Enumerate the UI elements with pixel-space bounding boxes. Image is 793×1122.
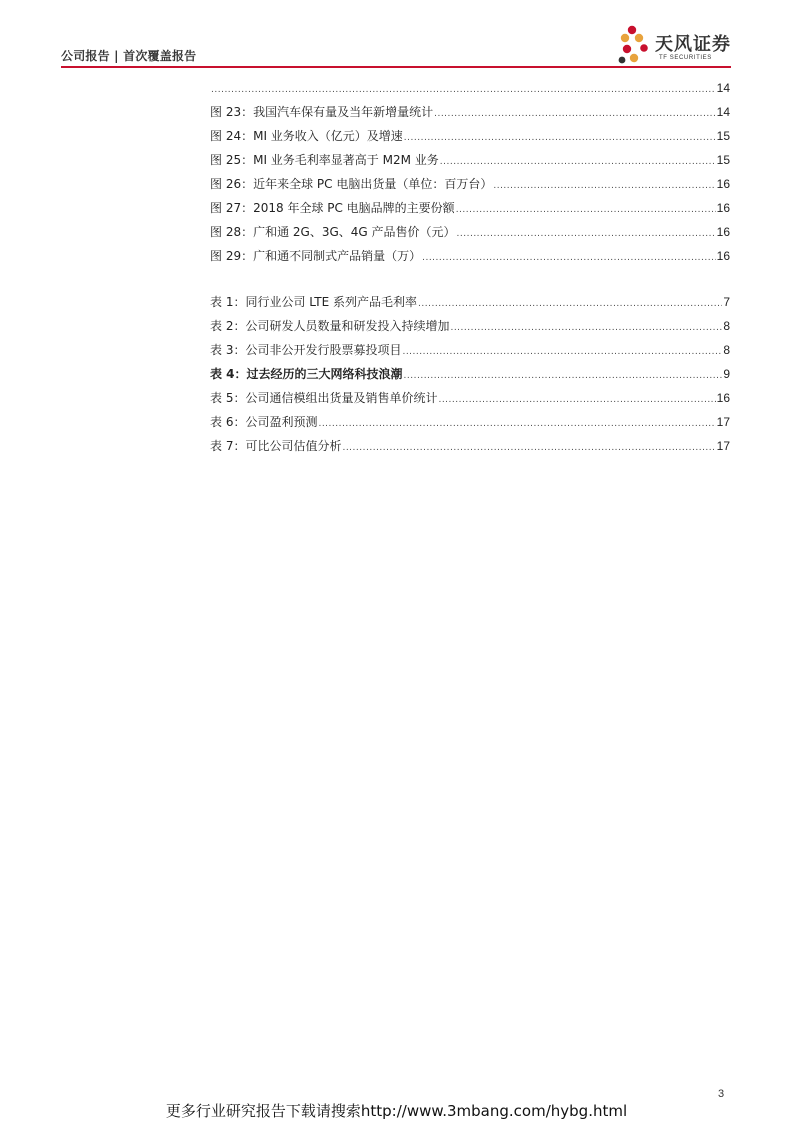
toc-entry-page: 9 <box>723 367 730 381</box>
toc-entry-page: 8 <box>723 319 730 333</box>
toc-entry-label: 表 1：同行业公司 LTE 系列产品毛利率 <box>210 295 418 309</box>
page-number: 3 <box>718 1088 725 1100</box>
toc-leader-dots <box>440 150 716 174</box>
toc-entry-label: 表 5：公司通信模组出货量及销售单价统计 <box>210 391 438 405</box>
logo-subtitle: TF SECURITIES <box>659 55 712 61</box>
toc-leader-dots <box>402 340 722 364</box>
toc-entry[interactable] <box>210 290 730 314</box>
toc-entry-label: 图 25：MI 业务毛利率显著高于 M2M 业务 <box>210 153 439 167</box>
toc-leader-dots <box>422 246 716 270</box>
toc-entry-page: 8 <box>723 343 730 357</box>
toc-entry-page: 15 <box>716 153 730 167</box>
header-divider <box>61 66 731 68</box>
figure-list <box>210 76 730 268</box>
toc-entry-page: 16 <box>716 177 730 191</box>
toc-entry-highlighted[interactable] <box>210 362 730 386</box>
toc-entry-page: 16 <box>716 201 730 215</box>
toc-leader-dots <box>418 292 722 316</box>
toc-entry-page: 16 <box>716 249 730 263</box>
toc-entry-page: 7 <box>723 295 730 309</box>
toc-entry-label: 表 3：公司非公开发行股票募投项目 <box>210 343 402 357</box>
toc-leader-dots <box>438 388 715 412</box>
toc-entry-label: 表 7：可比公司估值分析 <box>210 439 342 453</box>
toc-entry[interactable] <box>210 172 730 196</box>
toc-entry[interactable] <box>210 76 730 100</box>
toc-leader-dots <box>493 174 715 198</box>
footer-download-notice: 更多行业研究报告下载请搜索http://www.3mbang.com/hybg.html <box>165 1102 628 1120</box>
toc-entry[interactable] <box>210 148 730 172</box>
toc-leader-dots <box>434 102 716 126</box>
logo-petals-icon <box>618 22 658 68</box>
toc-entry-page: 17 <box>716 415 730 429</box>
toc-leader-dots <box>456 198 716 222</box>
toc-entry-label: 图 27：2018 年全球 PC 电脑品牌的主要份额 <box>210 201 455 215</box>
toc-entry[interactable] <box>210 244 730 268</box>
toc-leader-dots <box>450 316 722 340</box>
toc-leader-dots <box>404 364 723 388</box>
toc-entry-label: 表 6：公司盈利预测 <box>210 415 318 429</box>
toc-entry[interactable] <box>210 386 730 410</box>
toc-leader-dots <box>211 78 716 102</box>
toc-entry-label: 表 4：过去经历的三大网络科技浪潮 <box>210 367 403 381</box>
toc-entry[interactable] <box>210 314 730 338</box>
toc-entry[interactable] <box>210 410 730 434</box>
toc-leader-dots <box>318 412 715 436</box>
toc-entry-label: 表 2：公司研发人员数量和研发投入持续增加 <box>210 319 450 333</box>
toc-entry-label: 图 24：MI 业务收入（亿元）及增速 <box>210 129 403 143</box>
toc-entry-page: 16 <box>716 391 730 405</box>
toc-entry[interactable] <box>210 434 730 458</box>
table-list <box>210 290 730 458</box>
logo-name: 天风证券 <box>655 34 731 55</box>
company-logo <box>618 22 738 68</box>
toc-entry-page: 15 <box>716 129 730 143</box>
toc-entry[interactable] <box>210 196 730 220</box>
toc-entry-label: 图 28：广和通 2G、3G、4G 产品售价（元） <box>210 225 456 239</box>
toc-entry[interactable] <box>210 220 730 244</box>
toc-entry-label: 图 23：我国汽车保有量及当年新增量统计 <box>210 105 434 119</box>
toc-entry-page: 16 <box>716 225 730 239</box>
toc-leader-dots <box>404 126 716 150</box>
toc-leader-dots <box>457 222 716 246</box>
toc-entry[interactable] <box>210 100 730 124</box>
toc-entry-label: 图 29：广和通不同制式产品销量（万） <box>210 249 422 263</box>
report-type-title: 公司报告 | 首次覆盖报告 <box>61 49 197 63</box>
toc-leader-dots <box>342 436 715 460</box>
table-of-contents <box>210 76 730 458</box>
toc-entry[interactable] <box>210 338 730 362</box>
toc-entry-page: 14 <box>716 105 730 119</box>
toc-entry-page: 17 <box>716 439 730 453</box>
toc-entry[interactable] <box>210 124 730 148</box>
toc-entry-label: 图 26：近年来全球 PC 电脑出货量（单位：百万台） <box>210 177 493 191</box>
toc-entry-page: 14 <box>716 81 730 95</box>
section-gap <box>210 268 730 290</box>
